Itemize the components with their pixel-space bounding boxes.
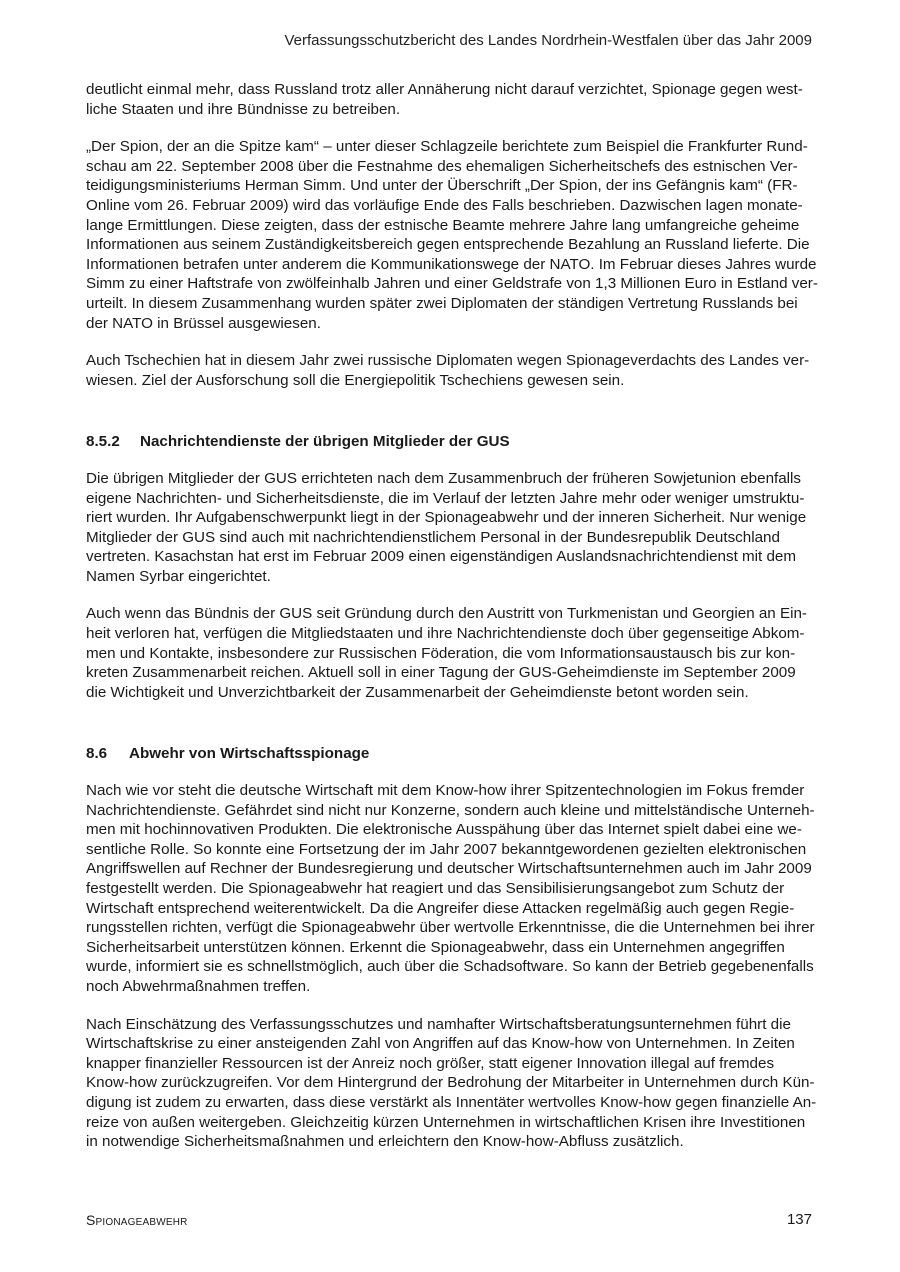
section-number: 8.6: [86, 745, 108, 763]
text-line: digung ist zudem zu erwarten, dass diese verstärkt als Innentäter wertvolles Know-how gegen finanzielle An-: [86, 1093, 817, 1111]
text-line: Nachrichtendienste. Gefährdet sind nicht nur Konzerne, sondern auch kleine und mittelständische Unterneh-: [86, 801, 815, 819]
text-line: festgestellt werden. Die Spionageabwehr hat reagiert und das Sensibilisierungsangebot zum Schutz der: [86, 880, 785, 897]
section-8-6-paragraphs: [86, 781, 817, 1152]
section-title: Abwehr von Wirtschaftsspionage: [129, 745, 370, 763]
text-line: deutlicht einmal mehr, dass Russland trotz aller Annäherung nicht darauf verzichtet, Spionage gegen west-: [86, 81, 803, 98]
text-line: wurde, informiert sie es schnellstmöglich, auch über die Schadsoftware. So kann der Betrieb gegebenenfalls: [86, 958, 814, 976]
text-line: Nach Einschätzung des Verfassungsschutzes und namhafter Wirtschaftsberatungsunternehmen führt die: [86, 1015, 791, 1033]
section-heading-8-5-2: [86, 432, 813, 452]
text-line: Angriffswellen auf Rechner der Bundesregierung und deutscher Wirtschaftsunternehmen auch im Jahr 2009: [86, 860, 812, 878]
page-number: 137: [786, 1211, 812, 1228]
running-header: Verfassungsschutzbericht des Landes Nordrhein-Westfalen über das Jahr 2009: [284, 32, 812, 49]
text-line: der NATO in Brüssel ausgewiesen.: [86, 314, 321, 332]
text-line: wiesen. Ziel der Ausforschung soll die Energiepolitik Tschechiens gewesen sein.: [86, 371, 625, 389]
text-line: Auch Tschechien hat in diesem Jahr zwei russische Diplomaten wegen Spionageverdachts des Landes ver-: [86, 352, 810, 370]
text-line: lange Ermittlungen. Diese zeigten, dass der estnische Beamte mehrere Jahre lang umfangreiche geheime: [86, 216, 800, 234]
text-line: knapper finanzieller Ressourcen ist der Anreiz noch größer, statt eigener Innovation illegal auf fremdes: [86, 1054, 775, 1072]
paragraph: [86, 469, 813, 587]
text-line: vertreten. Kasachstan hat erst im Februar 2009 einen eigenständigen Auslandsnachrichtendienst mit dem: [86, 548, 797, 566]
section-8-5-2-paragraphs: [86, 469, 813, 703]
paragraph: [86, 604, 813, 702]
text-line: Informationen aus seinem Zuständigkeitsbereich gegen entsprechende Bezahlung an Russland lieferte. Die: [86, 236, 810, 254]
section-title: Nachrichtendienste der übrigen Mitglieder der GUS: [140, 433, 510, 451]
text-line: Mitglieder der GUS sind auch mit nachrichtendienstlichem Personal in der Bundesrepublik Deutschland: [86, 528, 780, 546]
text-line: Wirtschaft entsprechend weiterentwickelt. Da die Angreifer diese Attacken regelmäßig auch gegen Regie-: [86, 899, 795, 917]
text-line: eigene Nachrichten- und Sicherheitsdienste, die im Verlauf der letzten Jahre mehr oder weniger umstruktu-: [86, 489, 805, 507]
text-line: riert wurden. Ihr Aufgabenschwerpunkt liegt in der Spionageabwehr und der inneren Sicherheit. Nur wenige: [86, 509, 807, 527]
paragraph: [86, 137, 818, 333]
text-line: Wirtschaftskrise zu einer ansteigenden Zahl von Angriffen auf das Know-how von Unternehmen. In Zeiten: [86, 1035, 795, 1053]
paragraph: [86, 781, 813, 997]
paragraph: [86, 351, 813, 390]
text-line: men mit hochinnovativen Produkten. Die elektronische Ausspähung über das Internet spielt dabei eine we-: [86, 821, 802, 839]
footer-chapter-label: Spionageabwehr: [86, 1212, 188, 1228]
text-line: Nach wie vor steht die deutsche Wirtschaft mit dem Know-how ihrer Spitzentechnologien im Fokus fremder: [86, 782, 805, 800]
text-line: „Der Spion, der an die Spitze kam“ – unter dieser Schlagzeile berichtete zum Beispiel die Frankfurter Rund-: [86, 138, 808, 156]
text-line: Namen Syrbar eingerichtet.: [86, 567, 271, 585]
text-line: liche Staaten und ihre Bündnisse zu betreiben.: [86, 100, 401, 118]
text-line: teidigungsministeriums Herman Simm. Und unter der Überschrift „Der Spion, der ins Gefängnis kam“ (FR-: [86, 177, 798, 195]
text-line: sentliche Rolle. So konnte eine Fortsetzung der im Jahr 2007 bekanntgewordenen gezielten elektronischen: [86, 840, 807, 858]
text-line: schau am 22. September 2008 über die Festnahme des ehemaligen Sicherheitschefs des estnischen Ver-: [86, 157, 798, 175]
section-heading-8-6: [86, 744, 813, 764]
text-line: urteilt. In diesem Zusammenhang wurden später zwei Diplomaten der ständigen Vertretung Russlands bei: [86, 294, 798, 312]
text-line: Informationen betrafen unter anderem die Kommunikationswege der NATO. Im Februar dieses Jahres wurde: [86, 255, 817, 273]
text-line: Auch wenn das Bündnis der GUS seit Gründung durch den Austritt von Turkmenistan und Georgien an Ein-: [86, 605, 807, 623]
intro-paragraphs: [86, 80, 818, 390]
text-line: noch Abwehrmaßnahmen treffen.: [86, 977, 311, 995]
text-line: kreten Zusammenarbeit reichen. Aktuell soll in einer Tagung der GUS-Geheimdienste im September 2009: [86, 664, 796, 682]
section-number: 8.5.2: [86, 433, 120, 451]
text-line: Die übrigen Mitglieder der GUS errichteten nach dem Zusammenbruch der früheren Sowjetunion ebenfalls: [86, 469, 802, 487]
text-line: rungsstellen richten, verfügt die Spionageabwehr über wertvolle Erkenntnisse, die die Unternehmen bei ihrer: [86, 919, 815, 937]
text-line: Know-how zurückzugreifen. Vor dem Hintergrund der Bedrohung der Mitarbeiter in Unternehmen durch Kün-: [86, 1074, 815, 1092]
text-line: die Wichtigkeit und Unverzichtbarkeit der Zusammenarbeit der Geheimdienste betont worden sein.: [86, 683, 749, 701]
text-line: in notwendige Sicherheitsmaßnahmen und erleichtern den Know-how-Abfluss zusätzlich.: [86, 1133, 684, 1151]
text-line: reize von außen weitergeben. Gleichzeitig kürzen Unternehmen in wirtschaftlichen Krisen ihre Investitionen: [86, 1113, 806, 1131]
text-line: Online vom 26. Februar 2009) wird das vorläufige Ende des Falls beschrieben. Dazwischen lagen monate-: [86, 196, 803, 214]
text-line: heit verloren hat, verfügen die Mitgliedstaaten und ihre Nachrichtendienste doch über gegenseitige Abkom-: [86, 625, 805, 643]
text-line: men und Kontakte, insbesondere zur Russischen Föderation, die vom Informationsaustausch bis zur kon-: [86, 644, 796, 662]
paragraph: [86, 1015, 817, 1152]
text-line: Simm zu einer Haftstrafe von zwölfeinhalb Jahren und einer Geldstrafe von 1,3 Millionen Euro in Estland ver-: [86, 275, 818, 293]
body-text: [86, 80, 818, 1170]
text-line: Sicherheitsarbeit unterstützen können. Erkennt die Spionageabwehr, dass ein Unternehmen angegriffen: [86, 938, 785, 956]
paragraph: [86, 80, 813, 119]
